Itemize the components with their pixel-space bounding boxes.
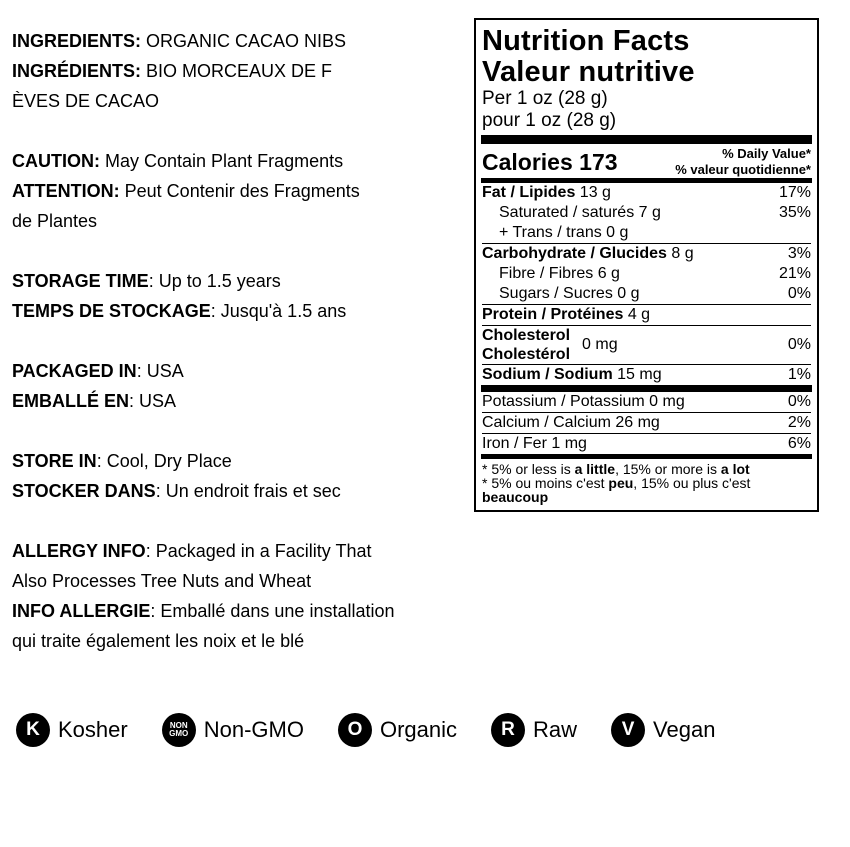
saturated-row <box>482 203 811 223</box>
attention-line-2: de Plantes <box>12 211 98 231</box>
fat-row <box>482 183 811 203</box>
store-fr-line <box>12 476 467 506</box>
sodium-row <box>482 365 811 385</box>
allergy-fr-label: INFO ALLERGIE <box>12 601 151 621</box>
allergy-fr-value: : Emballé dans une installation <box>150 601 395 621</box>
storage-line <box>12 266 467 296</box>
ingredients-fr-value: BIO MORCEAUX DE F <box>141 61 333 81</box>
fat-label: Fat / Lipides <box>482 184 576 201</box>
footnote-en-text: * 5% or less is <box>482 461 575 477</box>
footnote-fr <box>482 476 811 490</box>
calcium-label: Calcium / Calcium 26 mg <box>482 414 660 431</box>
ingredients-value: ORGANIC CACAO NIBS <box>141 31 347 51</box>
caution-line <box>12 146 467 176</box>
storage-fr-label: TEMPS DE STOCKAGE <box>12 301 211 321</box>
fibre-row <box>482 264 811 284</box>
badge-kosher <box>16 713 128 747</box>
allergy-line <box>12 536 467 566</box>
raw-icon: R <box>491 713 525 747</box>
fibre-label: Fibre / Fibres 6 g <box>499 265 620 282</box>
trans-label: + Trans / trans 0 g <box>499 224 629 241</box>
packaged-fr-line <box>12 386 467 416</box>
iron-label: Iron / Fer 1 mg <box>482 435 587 452</box>
store-line <box>12 446 467 476</box>
packaged-value: : USA <box>136 361 184 381</box>
sugars-dv: 0% <box>787 285 811 302</box>
ingredients-line <box>12 26 467 56</box>
iron-dv: 6% <box>787 435 811 452</box>
footnote-en-bold-1: a little <box>574 461 616 477</box>
footnote-en <box>482 462 811 476</box>
badge-organic <box>338 713 457 747</box>
fat-dv: 17% <box>778 184 811 201</box>
badge-label: Kosher <box>58 717 128 742</box>
footnote-fr-text: * 5% ou moins c'est <box>482 475 609 491</box>
attention-value: Peut Contenir des Fragments <box>119 181 360 201</box>
footnote <box>482 459 811 504</box>
cholesterol-label-en: Cholesterol <box>482 327 571 344</box>
product-info <box>12 26 467 656</box>
calcium-dv: 2% <box>787 414 811 431</box>
packaged-line <box>12 356 467 386</box>
potassium-row <box>482 392 811 412</box>
allergy-fr-line <box>12 596 467 626</box>
divider-thick <box>481 135 812 144</box>
cholesterol-label-fr: Cholestérol <box>482 346 571 363</box>
packaged-label: PACKAGED IN <box>12 361 137 381</box>
badge-label: Raw <box>533 717 578 742</box>
cholesterol-dv: 0% <box>787 336 811 353</box>
carbohydrate-dv: 3% <box>787 245 811 262</box>
allergy-label: ALLERGY INFO <box>12 541 146 561</box>
allergy-line-2: Also Processes Tree Nuts and Wheat <box>12 571 312 591</box>
sodium-label: Sodium / Sodium <box>482 366 613 383</box>
storage-fr-line <box>12 296 467 326</box>
sugars-label: Sugars / Sucres 0 g <box>499 285 640 302</box>
badge-non-gmo <box>162 713 304 747</box>
sugars-row <box>482 284 811 304</box>
daily-value-en: % Daily Value* <box>722 146 811 161</box>
footnote-fr-bold-2: beaucoup <box>482 489 549 505</box>
footnote-fr-bold-1: peu <box>608 475 634 491</box>
certification-badges <box>16 713 749 747</box>
serving-size-fr: pour 1 oz (28 g) <box>482 110 617 131</box>
nutrition-facts-panel <box>474 18 819 512</box>
ingredients-fr-line-2: ÈVES DE CACAO <box>12 91 160 111</box>
cholesterol-amount: 0 mg <box>582 336 618 353</box>
storage-fr-value: : Jusqu'à 1.5 ans <box>210 301 347 321</box>
attention-label: ATTENTION: <box>12 181 120 201</box>
store-value: : Cool, Dry Place <box>96 451 232 471</box>
serving-size-en: Per 1 oz (28 g) <box>482 88 608 109</box>
potassium-dv: 0% <box>787 393 811 410</box>
protein-amount: 4 g <box>623 306 651 323</box>
badge-label: Non-GMO <box>203 717 304 742</box>
footnote-fr-text-2: , 15% ou plus c'est <box>633 475 751 491</box>
non-gmo-icon-top: NON <box>169 721 188 730</box>
carbohydrate-amount: 8 g <box>666 245 694 262</box>
organic-icon: O <box>338 713 372 747</box>
sodium-amount: 15 mg <box>612 366 662 383</box>
store-fr-label: STOCKER DANS <box>12 481 156 501</box>
store-fr-value: : Un endroit frais et sec <box>155 481 341 501</box>
fat-amount: 13 g <box>575 184 611 201</box>
calories: Calories 173 <box>482 149 618 175</box>
badge-raw <box>491 713 577 747</box>
ingredients-label: INGREDIENTS: <box>12 31 142 51</box>
divider-thick-2 <box>481 385 812 392</box>
saturated-label: Saturated / saturés 7 g <box>499 204 661 221</box>
potassium-label: Potassium / Potassium 0 mg <box>482 393 685 410</box>
storage-value: : Up to 1.5 years <box>148 271 281 291</box>
kosher-icon: K <box>16 713 50 747</box>
packaged-fr-label: EMBALLÉ EN <box>12 391 129 411</box>
daily-value-header <box>675 144 811 178</box>
saturated-dv: 35% <box>778 204 811 221</box>
protein-label: Protein / Protéines <box>482 306 624 323</box>
storage-label: STORAGE TIME <box>12 271 149 291</box>
ingredients-fr-line <box>12 56 467 86</box>
fibre-dv: 21% <box>778 265 811 282</box>
calcium-row <box>482 413 811 433</box>
packaged-fr-value: : USA <box>129 391 177 411</box>
ingredients-fr-label: INGRÉDIENTS: <box>12 61 142 81</box>
nutrition-title-fr: Valeur nutritive <box>482 56 695 88</box>
nutrition-title-en: Nutrition Facts <box>482 25 690 57</box>
non-gmo-icon-bottom: GMO <box>169 729 189 738</box>
caution-label: CAUTION: <box>12 151 100 171</box>
allergy-fr-line-2: qui traite également les noix et le blé <box>12 631 305 651</box>
sodium-dv: 1% <box>787 366 811 383</box>
non-gmo-icon <box>162 713 196 747</box>
badge-label: Vegan <box>653 717 716 742</box>
footnote-en-bold-2: a lot <box>720 461 750 477</box>
carbohydrate-label: Carbohydrate / Glucides <box>482 245 667 262</box>
iron-row <box>482 434 811 454</box>
badge-label: Organic <box>379 717 458 742</box>
protein-row <box>482 305 811 325</box>
trans-row <box>482 223 811 243</box>
footnote-en-text-2: , 15% or more is <box>615 461 721 477</box>
carbohydrate-row <box>482 244 811 264</box>
store-label: STORE IN <box>12 451 97 471</box>
daily-value-fr: % valeur quotidienne* <box>675 162 811 177</box>
vegan-icon: V <box>611 713 645 747</box>
attention-line <box>12 176 467 206</box>
allergy-value: : Packaged in a Facility That <box>145 541 372 561</box>
cholesterol-row <box>482 326 811 364</box>
badge-vegan <box>611 713 715 747</box>
caution-value: May Contain Plant Fragments <box>100 151 344 171</box>
calories-row <box>482 144 811 178</box>
